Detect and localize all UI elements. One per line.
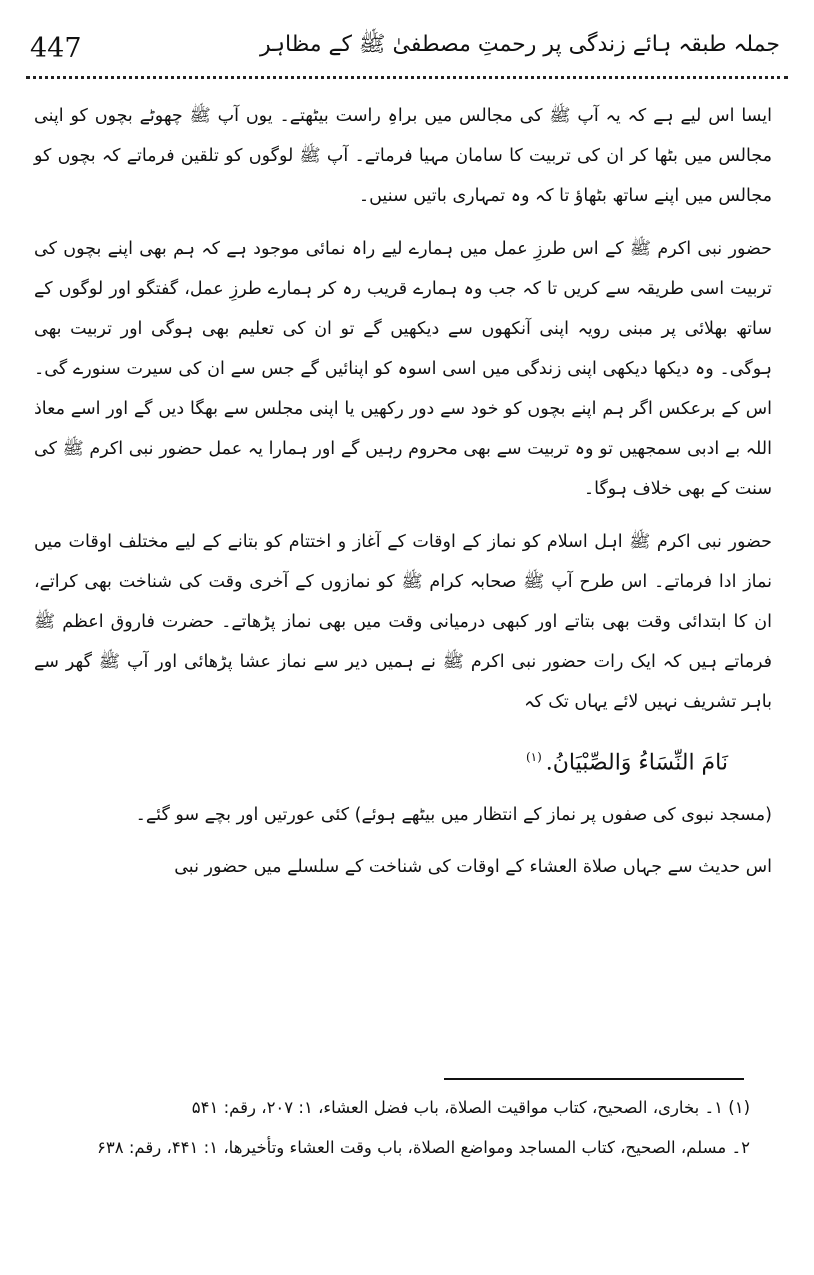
paragraph-4: اس حدیث سے جہاں صلاة العشاء کے اوقات کی شناخت کے سلسلے میں حضور نبی (174, 857, 772, 878)
footnotes (60, 1088, 750, 1168)
footnote-divider (444, 1078, 744, 1080)
header-divider (26, 76, 788, 79)
quote-translation: (مسجد نبوی کی صفوں پر نماز کے انتظار میں بیٹھے ہوئے) کئی عورتیں اور بچے سو گئے۔ (135, 805, 772, 826)
footnote-1: (۱) ۱۔ بخاری، الصحیح، کتاب مواقیت الصلاة، باب فضل العشاء، ۱: ۲۰۷، رقم: ۵۴۱ (191, 1098, 750, 1117)
arabic-hadith-quote (34, 735, 728, 785)
footnote-2: ۲۔ مسلم، الصحیح، کتاب المساجد ومواضع الصلاة، باب وقت العشاء وتأخیرها، ۱: ۴۴۱، رقم: ۶۳۸ (97, 1138, 750, 1157)
running-title: جملہ طبقہ ہائے زندگی پر رحمتِ مصطفیٰ ﷺ کے مظاہر (260, 32, 780, 57)
paragraph-3: حضور نبی اکرم ﷺ اہل اسلام کو نماز کے اوقات کے آغاز و اختتام کو بتانے کے لیے مختلف اوقات میں نماز ادا فرماتے۔ اس طرح آپ ﷺ صحابہ کرام ﷺ کو نمازوں کے آخری وقت کی شناخت بھی کراتے، ان کا ابتدائی وقت بھی بتاتے اور کبھی درمیانی وقت میں بھی نماز پڑھاتے۔ حضرت فاروق اعظم ﷺ فرماتے ہیں کہ ایک رات حضور نبی اکرم ﷺ نے ہمیں دیر سے نماز عشا پڑھائی اور آپ ﷺ گھر سے باہر تشریف نہیں لائے یہاں تک کہ (34, 532, 772, 712)
footnote-marker: (۱) (525, 750, 542, 764)
main-text (34, 96, 772, 887)
page-header (26, 18, 788, 80)
paragraph-1: ایسا اس لیے ہے کہ یہ آپ ﷺ کی مجالس میں براہِ راست بیٹھتے۔ یوں آپ ﷺ چھوٹے بچوں کو اپنی مجالس میں بٹھا کر ان کی تربیت کا سامان مہیا فرماتے۔ آپ ﷺ لوگوں کو تلقین فرماتے کہ بچوں کو مجالس میں اپنے ساتھ بٹھاؤ تا کہ وہ تمہاری باتیں سنیں۔ (34, 106, 772, 206)
page-number: 447 (30, 33, 82, 64)
arabic-quote-text: نَامَ النِّسَاءُ وَالصِّبْيَانُ. (545, 750, 728, 776)
paragraph-2: حضور نبی اکرم ﷺ کے اس طرزِ عمل میں ہمارے لیے راہ نمائی موجود ہے کہ ہم بھی اپنے بچوں کی تربیت اسی طریقہ سے کریں تا کہ جب وہ ہمارے قریب رہ کر ہمارے طرزِ عمل، گفتگو اور لوگوں کے ساتھ بھلائی پر مبنی رویہ اپنی آنکھوں سے دیکھیں گے تو ان کی تعلیم بھی ہوگی اور تربیت بھی ہوگی۔ وہ دیکھا دیکھی اپنی زندگی میں اسی اسوہ کو اپنائیں گے جس سے ان کی سیرت سنورے گی۔ اس کے برعکس اگر ہم اپنے بچوں کو خود سے دور رکھیں یا اپنی مجلس سے بھگا دیں گے اور اسے معاذ اللہ بے ادبی سمجھیں تو وہ تربیت سے بھی محروم رہیں گے اور ہمارا یہ عمل حضور نبی اکرم ﷺ کی سنت کے بھی خلاف ہوگا۔ (34, 239, 772, 499)
